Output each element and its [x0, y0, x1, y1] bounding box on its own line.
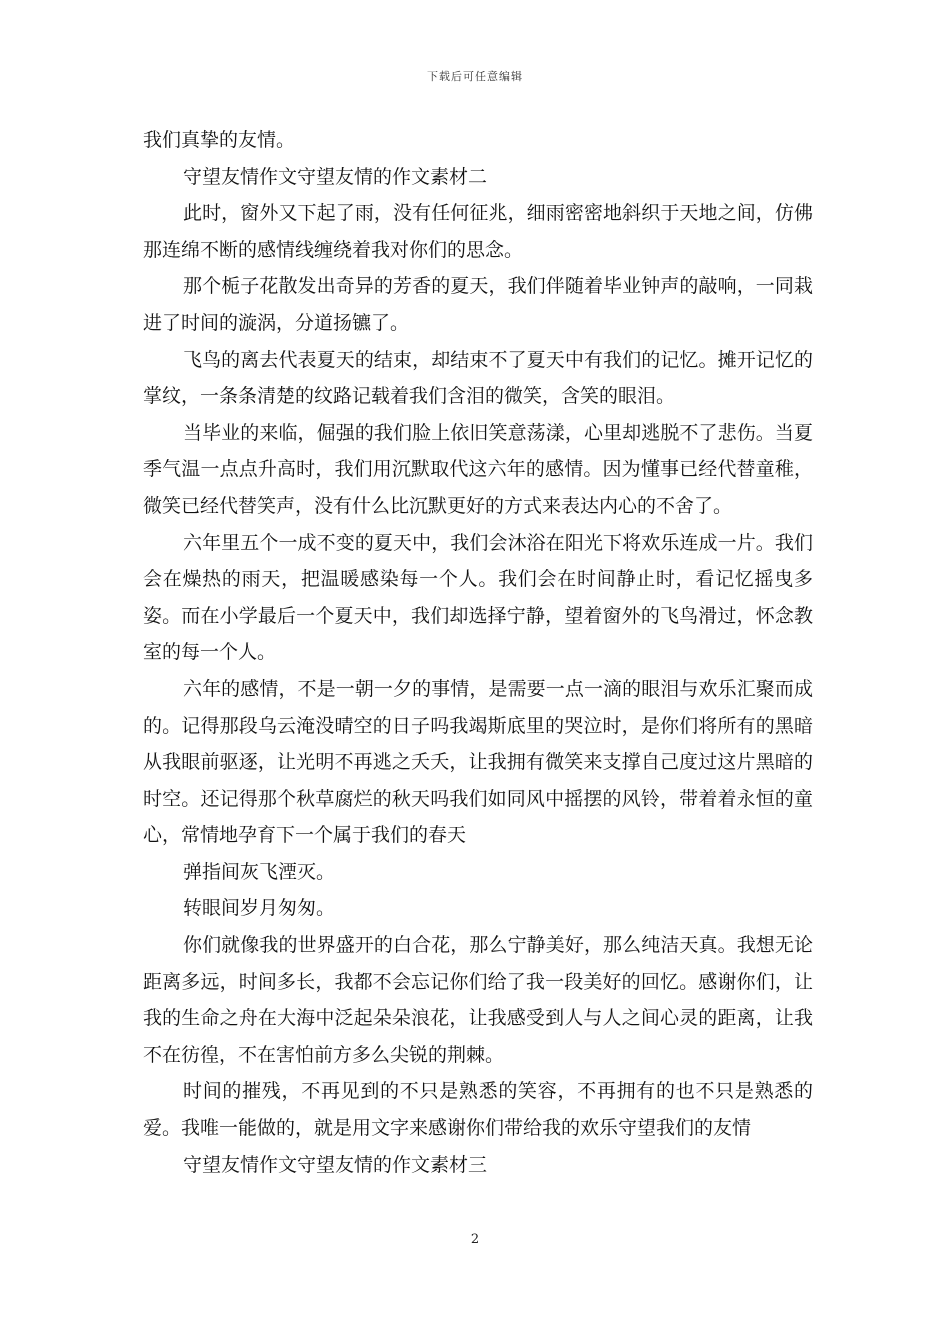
paragraph: 六年里五个一成不变的夏天中，我们会沐浴在阳光下将欢乐连成一片。我们会在燥热的雨天，把温暖感染每一个人。我们会在时间静止时，看记忆摇曳多姿。而在小学最后一个夏天中，我们却选择宁静，望着窗外的飞鸟滑过，怀念教室的每一个人。: [143, 531, 813, 664]
paragraph: 六年的感情，不是一朝一夕的事情，是需要一点一滴的眼泪与欢乐汇聚而成的。记得那段乌云淹没晴空的日子吗我竭斯底里的哭泣时，是你们将所有的黑暗从我眼前驱逐，让光明不再逃之夭夭，让我拥有微笑来支撑自己度过这片黑暗的时空。还记得那个秋草腐烂的秋天吗我们如同风中摇摆的风铃，带着着永恒的童心，常情地孕育下一个属于我们的春天: [143, 677, 813, 847]
paragraph: 你们就像我的世界盛开的白合花，那么宁静美好，那么纯洁天真。我想无论距离多远，时间多长，我都不会忘记你们给了我一段美好的回忆。感谢你们，让我的生命之舟在大海中泛起朵朵浪花，让我感受到人与人之间心灵的距离，让我不在彷徨，不在害怕前方多么尖锐的荆棘。: [143, 934, 813, 1066]
paragraph: 转眼间岁月匆匆。: [183, 897, 336, 920]
section-heading: 守望友情作文守望友情的作文素材二: [183, 165, 488, 188]
section-heading: 守望友情作文守望友情的作文素材三: [183, 1153, 488, 1176]
page-number: 2: [470, 1232, 480, 1247]
paragraph: 飞鸟的离去代表夏天的结束，却结束不了夏天中有我们的记忆。摊开记忆的掌纹，一条条清楚的纹路记载着我们含泪的微笑，含笑的眼泪。: [143, 348, 813, 408]
paragraph: 时间的摧残，不再见到的不只是熟悉的笑容，不再拥有的也不只是熟悉的爱。我唯一能做的，就是用文字来感谢你们带给我的欢乐守望我们的友情: [143, 1080, 813, 1140]
paragraph: 当毕业的来临，倔强的我们脸上依旧笑意荡漾，心里却逃脱不了悲伤。当夏季气温一点点升高时，我们用沉默取代这六年的感情。因为懂事已经代替童稚，微笑已经代替笑声，没有什么比沉默更好的方式来表达内心的不舍了。: [143, 421, 813, 517]
document-body: [143, 122, 813, 1183]
paragraph: 此时，窗外又下起了雨，没有任何征兆，细雨密密地斜织于天地之间，仿佛那连绵不断的感情线缠绕着我对你们的思念。: [143, 202, 813, 261]
paragraph: 那个栀子花散发出奇异的芳香的夏天，我们伴随着毕业钟声的敲响，一同栽进了时间的漩涡，分道扬镳了。: [143, 275, 813, 334]
paragraph: 弹指间灰飞湮灭。: [183, 860, 336, 883]
page-header: 下载后可任意编辑: [427, 70, 523, 83]
paragraph: 我们真挚的友情。: [143, 129, 296, 151]
